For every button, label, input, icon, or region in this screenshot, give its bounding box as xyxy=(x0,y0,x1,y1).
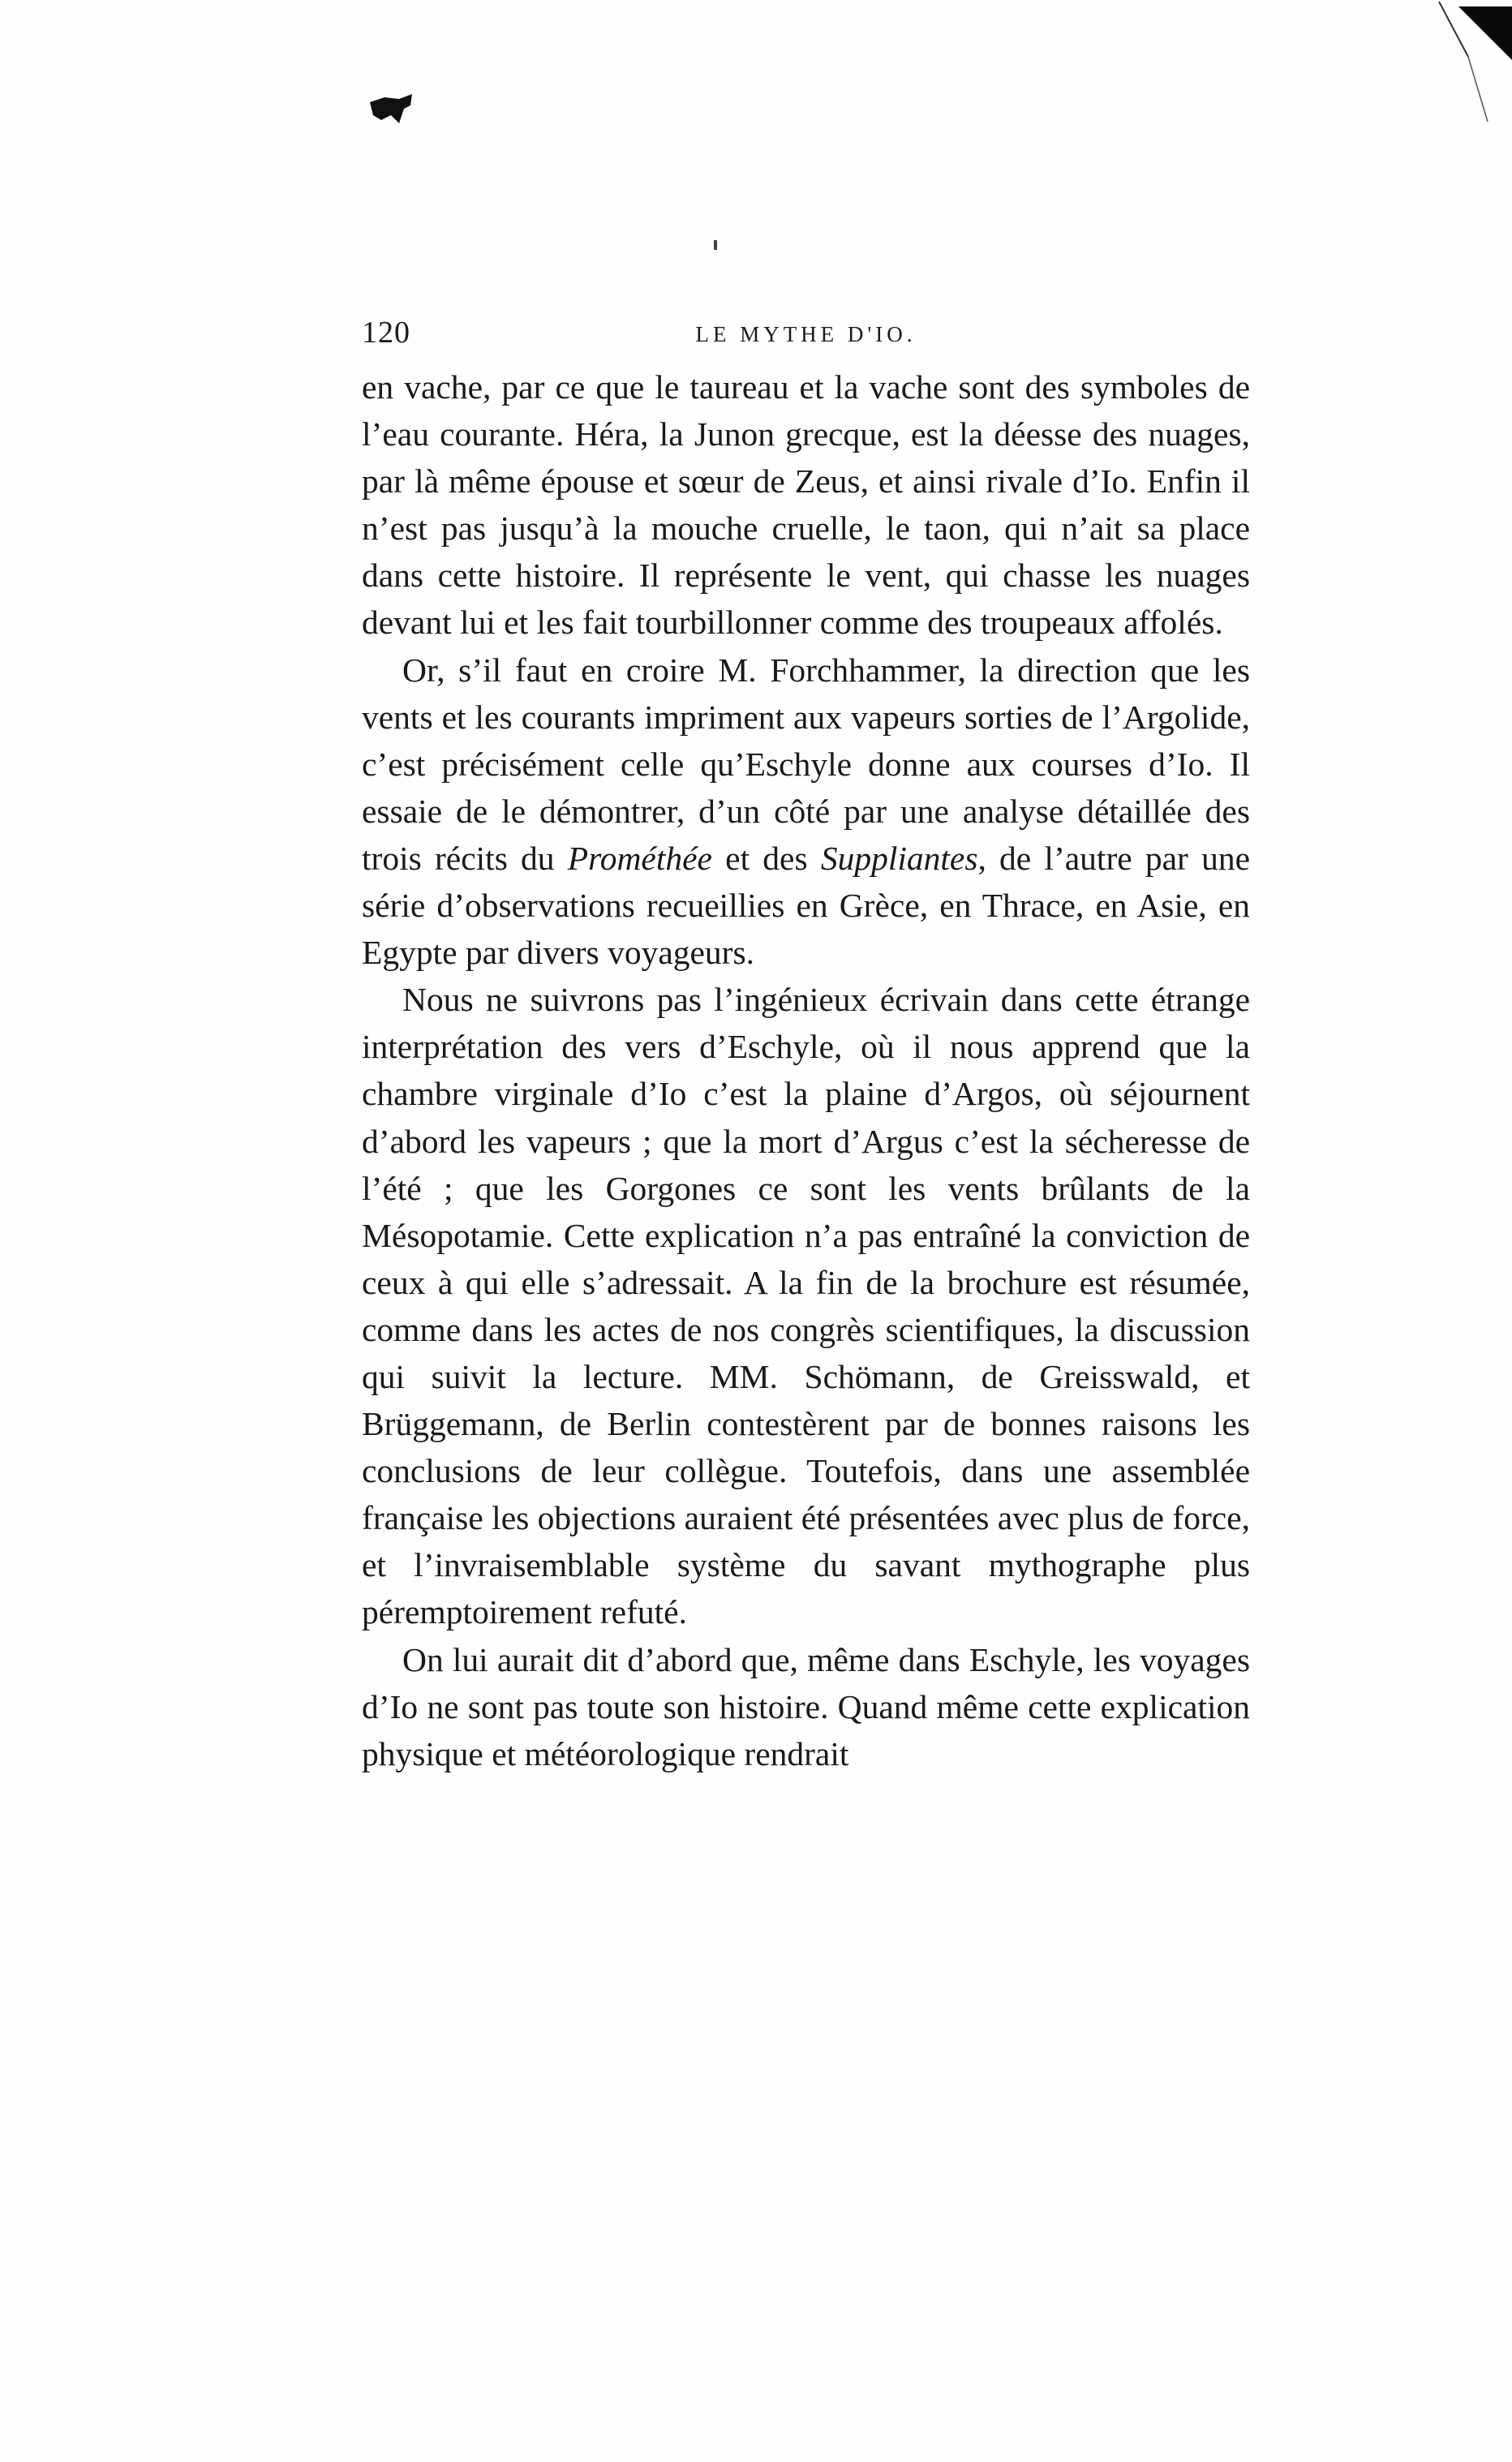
paragraph-4: On lui aurait dit d’abord que, même dans Eschyle, les voyages d’Io ne sont pas toute son histoire. Quand même cette explication physique et météorologique rendrait xyxy=(362,1640,1250,1772)
page-number: 120 xyxy=(362,316,410,350)
paragraph-2-text-a: Or, s’il faut en croire M. Forchhammer, la direction que les vents et les courants impriment aux vapeurs sorties de l’Argolide, c’est précisément celle qu’Eschyle donne aux courses d’Io. Il essaie de le démontrer, d’un côté par une analyse détaillée des trois récits du xyxy=(362,651,1250,877)
stray-mark xyxy=(714,240,717,250)
title-promethee: Prométhée xyxy=(567,839,712,877)
paragraph-2-text-b: et des xyxy=(711,839,821,877)
ink-smudge-icon xyxy=(367,91,415,127)
paragraph-2 xyxy=(362,647,1250,977)
paragraph-1: en vache, par ce que le taureau et la vache sont des symboles de l’eau courante. Héra, la Junon grecque, est la déesse des nuages, par là même épouse et sœur de Zeus, et ainsi rivale d’Io. Enfin il n’est pas jusqu’à la mouche cruelle, le taon, qui n’ait sa place dans cette histoire. Il représente le vent, qui chasse les nuages devant lui et les fait tourbillonner comme des troupeaux affolés. xyxy=(362,368,1250,642)
paragraph-2-text-c: , de l’autre par une série d’observations recueillies en Grèce, en Thrace, en Asie, en Egypte par divers voyageurs. xyxy=(362,839,1250,972)
running-head xyxy=(362,312,1250,353)
paragraph-3: Nous ne suivrons pas l’ingénieux écrivain dans cette étrange interprétation des vers d’Eschyle, où il nous apprend que la chambre virginale d’Io c’est la plaine d’Argos, où séjournent d’abord les vapeurs ; que la mort d’Argus c’est la sécheresse de l’été ; que les Gorgones ce sont les vents brûlants de la Mésopotamie. Cette explication n’a pas entraîné la conviction de ceux à qui elle s’adressait. A la fin de la brochure est résumée, comme dans les actes de nos congrès scientifiques, la discussion qui suivit la lecture. MM. Schömann, de Greisswald, et Brüggemann, de Berlin contestèrent par de bonnes raisons les conclusions de leur collègue. Toutefois, dans une assemblée française les objections auraient été présentées avec plus de force, et l’invraisemblable système du savant mythographe plus péremptoirement refuté. xyxy=(362,981,1250,1631)
page-corner-mark-icon xyxy=(1390,0,1512,130)
body-text xyxy=(362,363,1250,1777)
title-suppliantes: Suppliantes xyxy=(820,839,978,877)
running-title: LE MYTHE D'IO. xyxy=(695,322,917,346)
